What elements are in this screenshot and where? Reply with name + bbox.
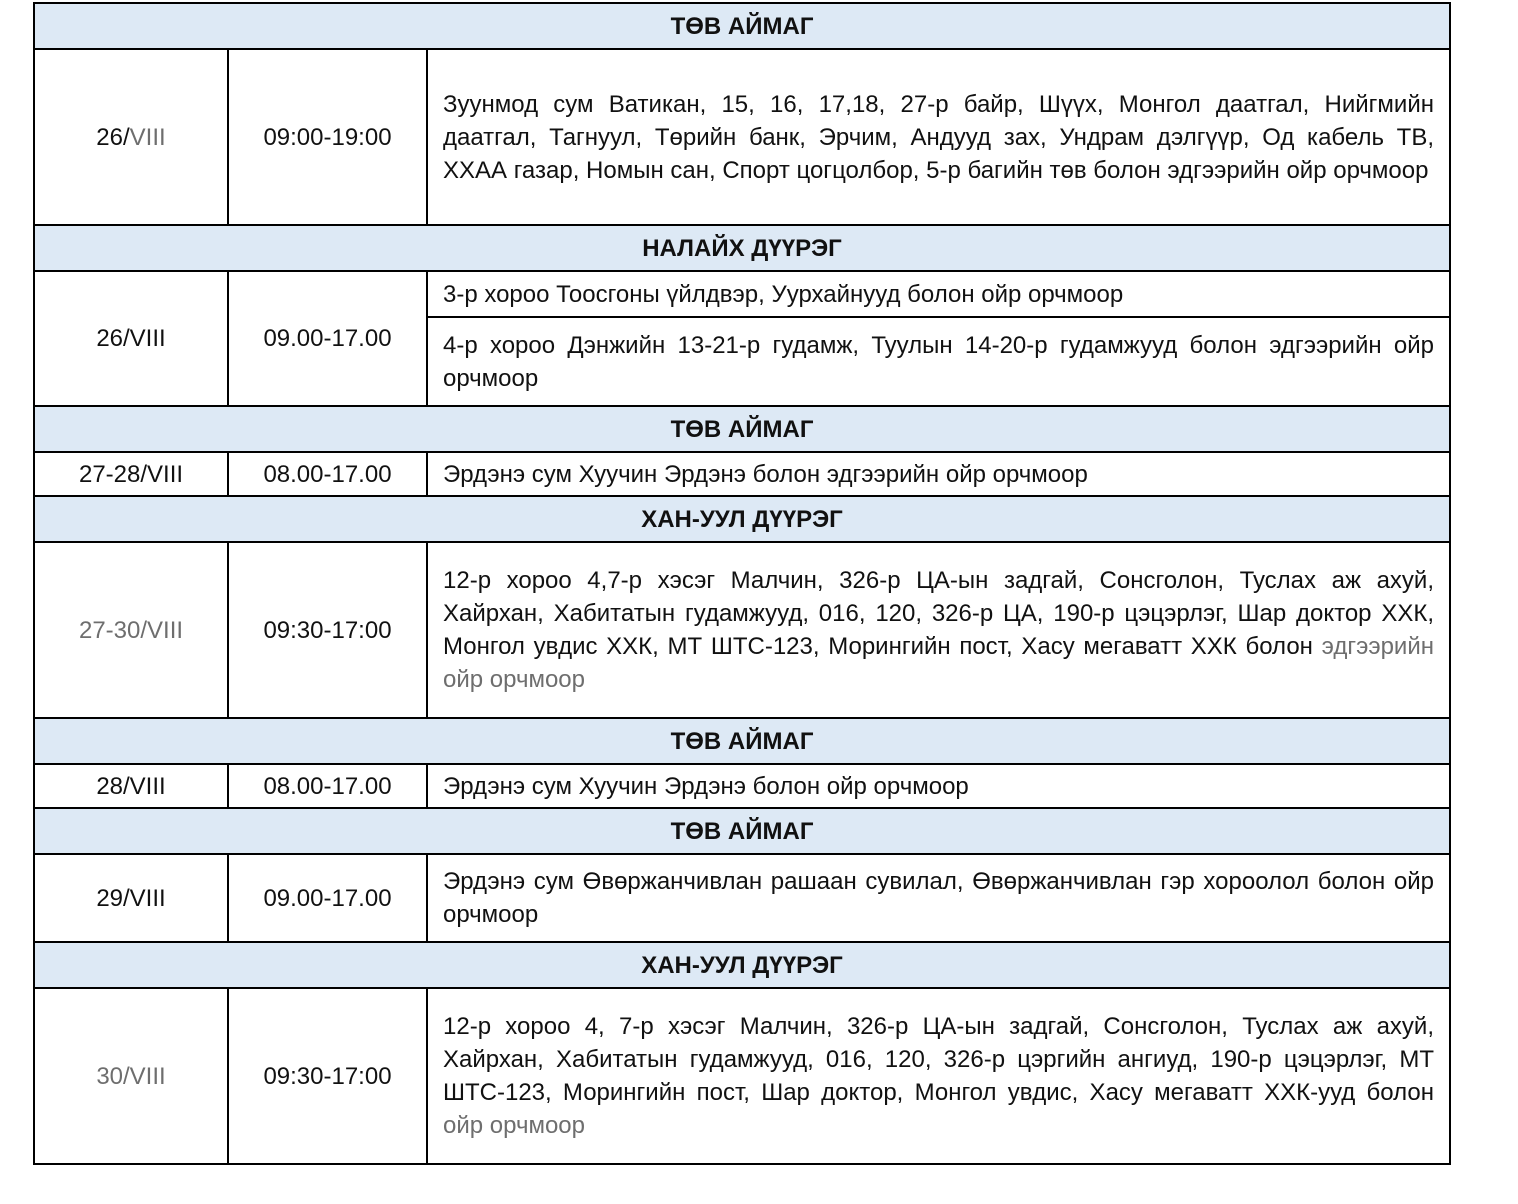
section-header <box>34 3 1450 49</box>
date-cell: 26/VIII <box>34 271 228 406</box>
location-cell <box>427 542 1450 718</box>
section-header <box>34 718 1450 764</box>
time-cell: 09:30-17:00 <box>228 988 427 1164</box>
section-header <box>34 406 1450 452</box>
table-row <box>34 452 1450 496</box>
section-header-label: ХАН-УУЛ ДҮҮРЭГ <box>34 942 1450 988</box>
section-header <box>34 808 1450 854</box>
location-cell: 4-р хороо Дэнжийн 13-21-р гудамж, Туулын 14-20-р гудамжууд болон эдгээрийн ойр орчмоор <box>427 317 1450 406</box>
table-row <box>34 542 1450 718</box>
table-row <box>34 271 1450 317</box>
table-row <box>34 854 1450 942</box>
schedule-table <box>33 2 1451 1165</box>
section-header-label: ТӨВ АЙМАГ <box>34 718 1450 764</box>
date-cell: 27-30/VIII <box>34 542 228 718</box>
table-row <box>34 764 1450 808</box>
section-header-label: ТӨВ АЙМАГ <box>34 808 1450 854</box>
table-row <box>34 988 1450 1164</box>
time-cell: 09:00-19:00 <box>228 49 427 225</box>
time-cell: 09.00-17.00 <box>228 271 427 406</box>
location-text-tail: эдгээрийн ойр орчмоор <box>443 633 1434 693</box>
location-cell: Эрдэнэ сум Хуучин Эрдэнэ болон ойр орчмоор <box>427 764 1450 808</box>
date-cell: 29/VIII <box>34 854 228 942</box>
date-cell: 30/VIII <box>34 988 228 1164</box>
section-header-label: ТӨВ АЙМАГ <box>34 3 1450 49</box>
time-cell: 08.00-17.00 <box>228 764 427 808</box>
table-row <box>34 49 1450 225</box>
location-text-tail: ойр орчмоор <box>443 1112 585 1139</box>
location-cell <box>427 988 1450 1164</box>
date-cell: 27-28/VIII <box>34 452 228 496</box>
location-text: 12-р хороо 4, 7-р хэсэг Малчин, 326-р ЦА-ын задгай, Сонсголон, Туслах аж ахуй, Хайрхан, Хабитатын гудамжууд, 016, 120, 326-р цэргийн ангиуд, 190-р цэцэрлэг, МТ ШТС-123, Морингийн пост, Шар доктор, Монгол увдис, Хасу мегаватт ХХК-ууд болон <box>443 1013 1434 1106</box>
location-cell: 3-р хороо Тоосгоны үйлдвэр, Уурхайнууд болон ойр орчмоор <box>427 271 1450 317</box>
date-month: VIII <box>129 123 166 151</box>
section-header-label: НАЛАЙХ ДҮҮРЭГ <box>34 225 1450 271</box>
location-cell: Зуунмод сум Ватикан, 15, 16, 17,18, 27-р байр, Шүүх, Монгол даатгал, Нийгмийн даатгал, Тагнуул, Төрийн банк, Эрчим, Андууд зах, Ундрам дэлгүүр, Од кабель ТВ, ХХАА газар, Номын сан, Спорт цогцолбор, 5-р багийн төв болон эдгээрийн ойр орчмоор <box>427 49 1450 225</box>
section-header <box>34 225 1450 271</box>
location-cell: Эрдэнэ сум Хуучин Эрдэнэ болон эдгээрийн ойр орчмоор <box>427 452 1450 496</box>
location-cell: Эрдэнэ сум Өвөржанчивлан рашаан сувилал, Өвөржанчивлан гэр хороолол болон ойр орчмоор <box>427 854 1450 942</box>
section-header-label: ХАН-УУЛ ДҮҮРЭГ <box>34 496 1450 542</box>
date-cell <box>34 49 228 225</box>
time-cell: 09:30-17:00 <box>228 542 427 718</box>
location-text: 12-р хороо 4,7-р хэсэг Малчин, 326-р ЦА-ын задгай, Сонсголон, Туслах аж ахуй, Хайрхан, Хабитатын гудамжууд, 016, 120, 326-р ЦА, 190-р цэцэрлэг, Шар доктор ХХК, Монгол увдис ХХК, МТ ШТС-123, Морингийн пост, Хасу мегаватт ХХК болон <box>443 567 1434 660</box>
section-header-label: ТӨВ АЙМАГ <box>34 406 1450 452</box>
time-cell: 08.00-17.00 <box>228 452 427 496</box>
time-cell: 09.00-17.00 <box>228 854 427 942</box>
section-header <box>34 942 1450 988</box>
date-cell: 28/VIII <box>34 764 228 808</box>
date-prefix: 26/ <box>96 123 130 151</box>
section-header <box>34 496 1450 542</box>
